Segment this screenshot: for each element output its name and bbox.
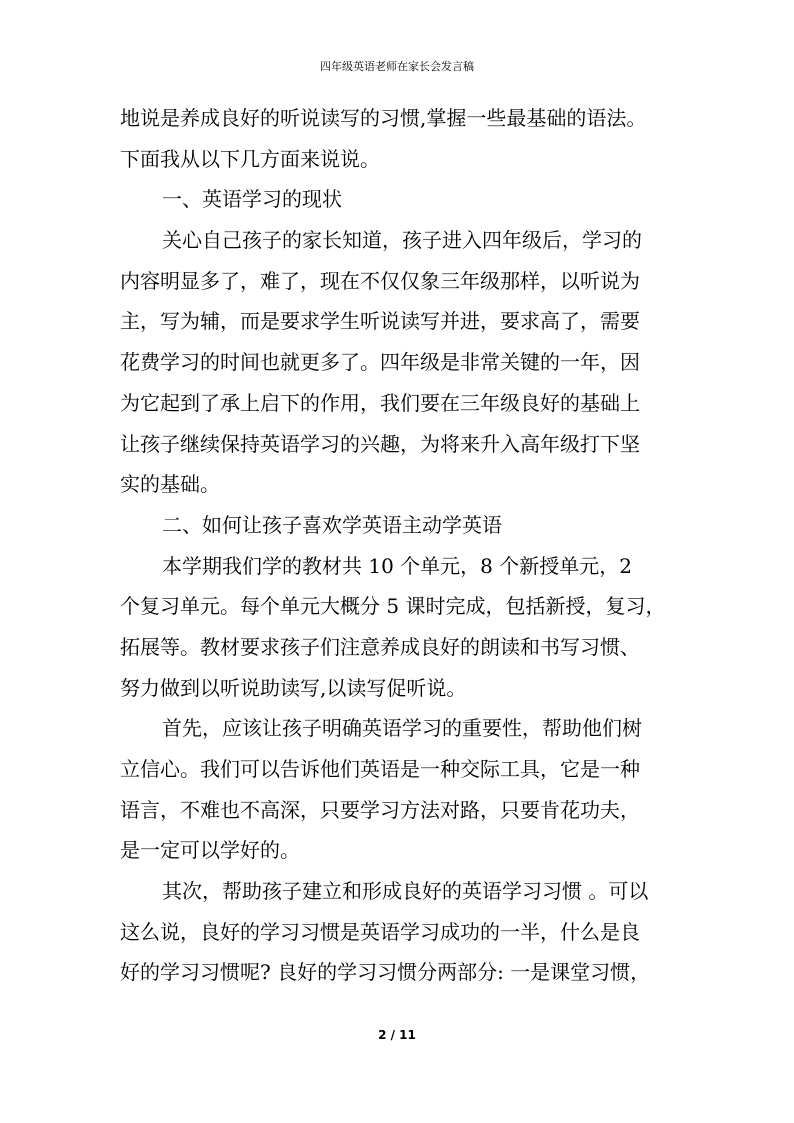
text-line: 这么说，良好的学习习惯是英语学习成功的一半，什么是良 <box>120 919 640 944</box>
text-line: 为它起到了承上启下的作用，我们要在三年级良好的基础上 <box>120 390 640 415</box>
text-line: 主，写为辅，而是要求学生听说读写并进，要求高了，需要 <box>120 309 640 334</box>
text-line: 实的基础。 <box>120 472 220 497</box>
text-line: 好的学习习惯呢? 良好的学习习惯分两部分: 一是课堂习惯， <box>120 960 651 985</box>
text-line: 首先，应该让孩子明确英语学习的重要性，帮助他们树 <box>162 716 642 741</box>
text-line: 本学期我们学的教材共 10 个单元，8 个新授单元，2 <box>162 553 632 578</box>
page-number: 2 / 11 <box>378 1028 416 1042</box>
text-line: 下面我从以下几方面来说说。 <box>120 146 380 171</box>
text-line: 努力做到以听说助读写,以读写促听说。 <box>120 675 467 700</box>
text-line: 其次，帮助孩子建立和形成良好的英语学习习惯 。可以 <box>162 879 649 904</box>
text-line: 让孩子继续保持英语学习的兴趣，为将来升入高年级打下坚 <box>120 431 640 456</box>
text-line: 个复习单元。每个单元大概分 5 课时完成，包括新授，复习， <box>120 594 666 619</box>
section-heading: 二、如何让孩子喜欢学英语主动学英语 <box>162 512 502 537</box>
text-line: 花费学习的时间也就更多了。四年级是非常关键的一年，因 <box>120 350 640 375</box>
text-line: 地说是养成良好的听说读写的习惯,掌握一些最基础的语法。 <box>120 106 647 130</box>
text-line: 拓展等。教材要求孩子们注意养成良好的朗读和书写习惯、 <box>120 634 640 659</box>
text-line: 立信心。我们可以告诉他们英语是一种交际工具，它是一种 <box>120 757 640 781</box>
document-body <box>120 98 680 993</box>
page-header: 四年级英语老师在家长会发言稿 <box>320 60 474 73</box>
text-line: 内容明显多了，难了，现在不仅仅象三年级那样，以听说为 <box>120 268 640 293</box>
text-line: 语言，不难也不高深，只要学习方法对路，只要肯花功夫， <box>120 797 640 822</box>
text-line: 是一定可以学好的。 <box>120 838 300 863</box>
section-heading: 一、英语学习的现状 <box>162 187 342 212</box>
text-line: 关心自己孩子的家长知道，孩子进入四年级后，学习的 <box>162 228 642 253</box>
